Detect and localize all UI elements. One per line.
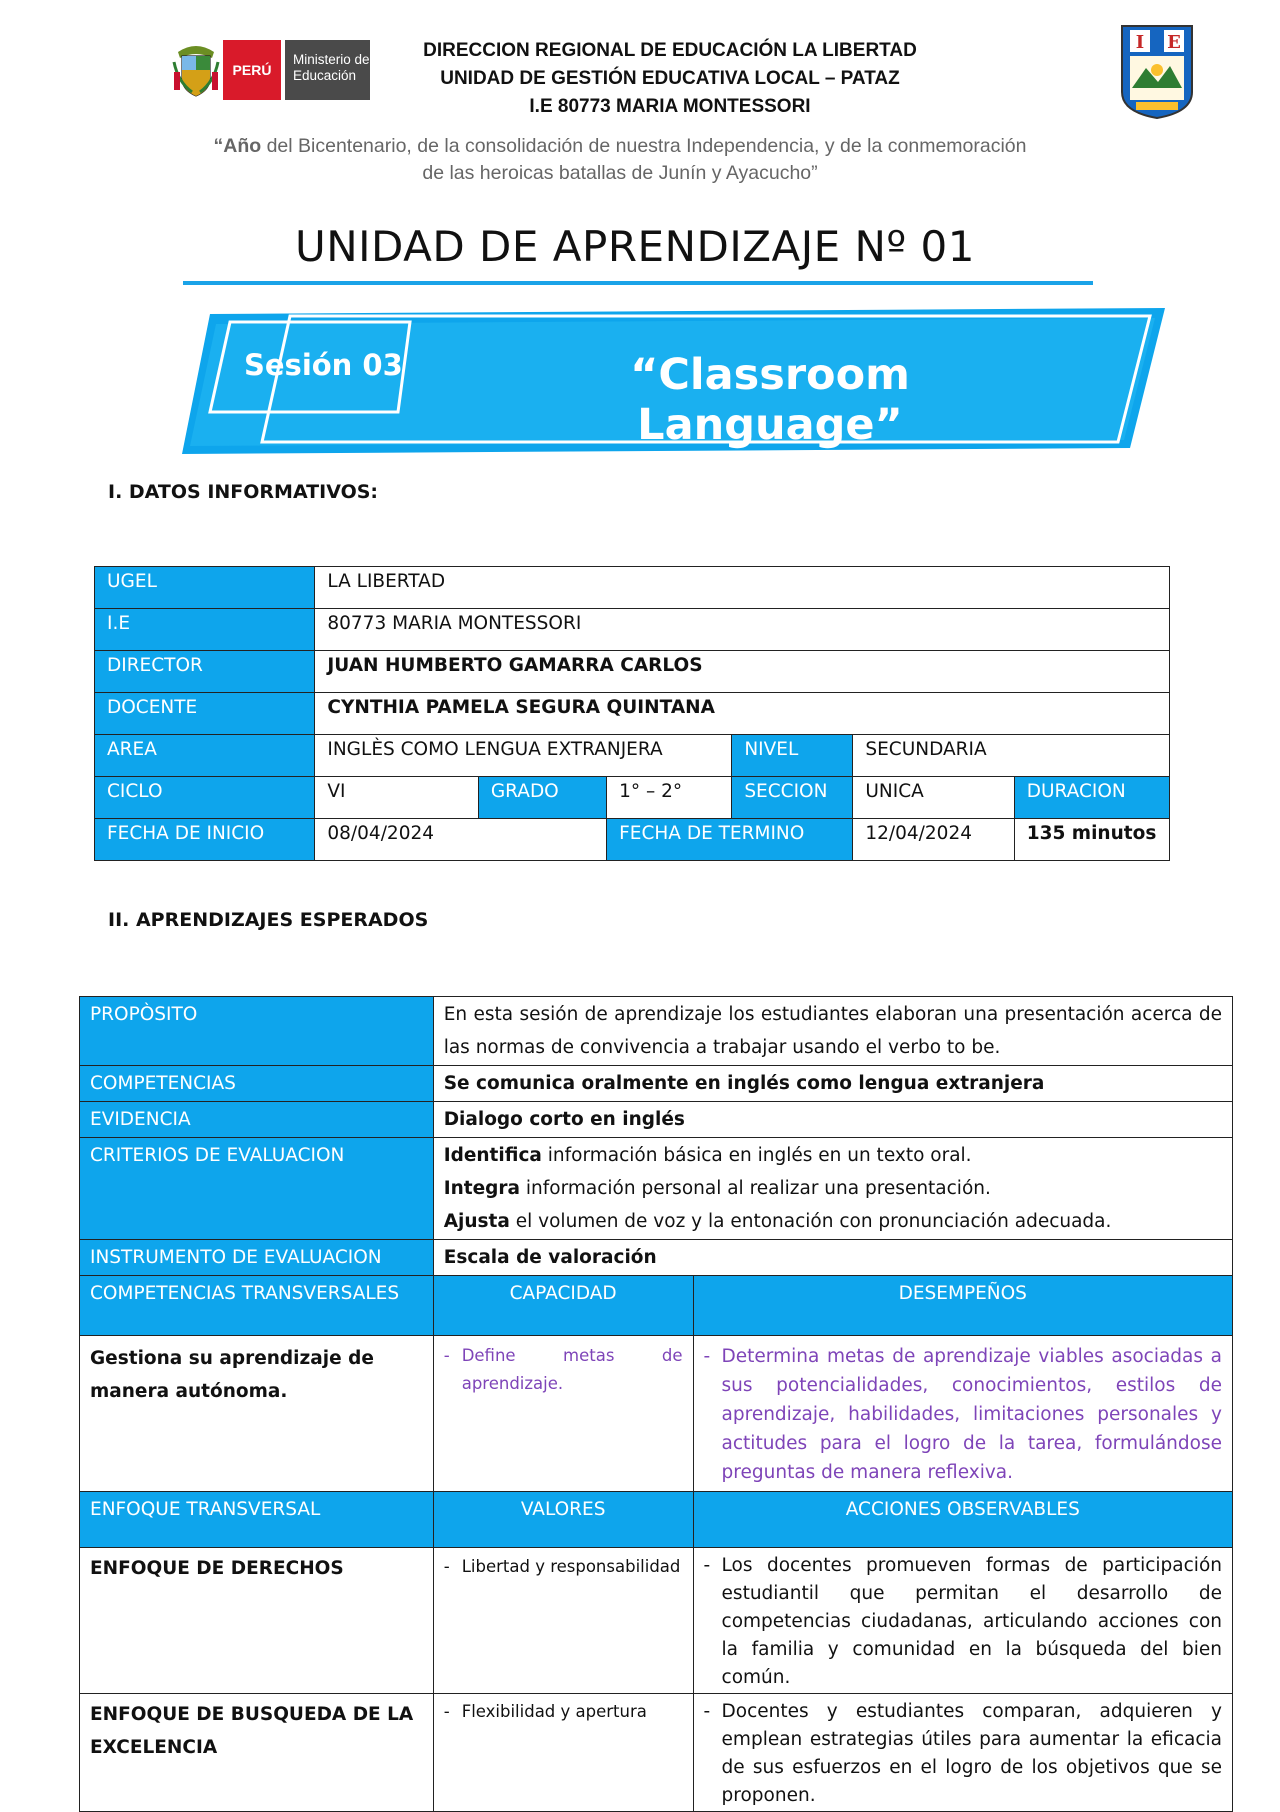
capacidad-cell <box>433 1336 693 1492</box>
accion-item <box>704 1698 1222 1810</box>
criterio-item <box>444 1172 1222 1205</box>
aprendizajes-table <box>79 996 1233 1812</box>
dash-bullet: - <box>703 1701 711 1722</box>
dash-bullet: - <box>443 1702 450 1721</box>
criterio-verb: Ajusta <box>443 1211 510 1232</box>
section-aprendizajes-heading: II. APRENDIZAJES ESPERADOS <box>108 909 429 931</box>
table-row <box>95 819 1170 861</box>
table-row <box>80 1240 1233 1276</box>
section-datos-heading: I. DATOS INFORMATIVOS: <box>108 481 379 503</box>
docente-label: DOCENTE <box>95 693 315 735</box>
duracion-value: 135 minutos <box>1014 819 1169 861</box>
table-row <box>95 777 1170 819</box>
table-row <box>80 1102 1233 1138</box>
instrumento-label: INSTRUMENTO DE EVALUACION <box>80 1240 434 1276</box>
minedu-logo <box>223 40 376 100</box>
grado-label: GRADO <box>478 777 606 819</box>
instrumento-value: Escala de valoración <box>433 1240 1232 1276</box>
accion-cell <box>693 1694 1232 1812</box>
dash-bullet: - <box>703 1346 711 1367</box>
director-value: JUAN HUMBERTO GAMARRA CARLOS <box>315 651 1170 693</box>
header-line-3: I.E 80773 MARIA MONTESSORI <box>529 96 811 117</box>
accion-text: Docentes y estudiantes comparan, adquieren y emplean estrategias útiles para aumentar la eficacia de sus esfuerzos en el logro de los objetivos que se proponen. <box>721 1701 1222 1806</box>
acciones-header: ACCIONES OBSERVABLES <box>693 1492 1232 1548</box>
desempeno-text: Determina metas de aprendizaje viables asociadas a sus potencialidades, conocimientos, estilos de aprendizaje, habilidades, limitaciones personales y actitudes para el logro de la tarea, formulándose preguntas de manera reflexiva. <box>721 1346 1222 1483</box>
ie-label: I.E <box>95 609 315 651</box>
table-row <box>95 609 1170 651</box>
inicio-value: 08/04/2024 <box>315 819 607 861</box>
valor-item <box>444 1698 683 1726</box>
session-number: Sesión 03 <box>244 348 403 382</box>
valores-header: VALORES <box>433 1492 693 1548</box>
criterio-text: información básica en inglés en un texto oral. <box>541 1145 972 1166</box>
school-crest-icon <box>1118 22 1196 120</box>
title-underline <box>183 281 1093 285</box>
year-motto-rest: del Bicentenario, de la consolidación de nuestra Independencia, y de la conmemoración de las heroicas batallas de Junín y Ayacucho” <box>261 135 1027 184</box>
dash-bullet: - <box>443 1557 450 1576</box>
termino-value: 12/04/2024 <box>853 819 1014 861</box>
table-row <box>80 1066 1233 1102</box>
area-value: INGLÈS COMO LENGUA EXTRANJERA <box>315 735 732 777</box>
capacidad-text: Define metas de aprendizaje. <box>461 1346 683 1393</box>
table-row <box>95 651 1170 693</box>
table-row <box>95 567 1170 609</box>
competencias-value: Se comunica oralmente en inglés como lengua extranjera <box>433 1066 1232 1102</box>
crest-letter-i: I <box>1135 32 1145 53</box>
table-row <box>80 1548 1233 1694</box>
ugel-value: LA LIBERTAD <box>315 567 1170 609</box>
peru-escudo-icon <box>172 42 220 98</box>
table-row <box>80 1694 1233 1812</box>
evidencia-label: EVIDENCIA <box>80 1102 434 1138</box>
competencias-label: COMPETENCIAS <box>80 1066 434 1102</box>
nivel-value: SECUNDARIA <box>853 735 1170 777</box>
valor-text: Libertad y responsabilidad <box>461 1557 681 1576</box>
ministry-logo-label: Ministerio de Educación <box>285 40 370 100</box>
accion-text: Los docentes promueven formas de participación estudiantil que permitan el desarrollo de competencias ciudadanas, articulando acciones con la familia y comunidad en la búsqueda del bien común. <box>721 1555 1222 1688</box>
transversales-label: COMPETENCIAS TRANSVERSALES <box>80 1276 434 1336</box>
inicio-label: FECHA DE INICIO <box>95 819 315 861</box>
ugel-label: UGEL <box>95 567 315 609</box>
dash-bullet: - <box>443 1346 450 1365</box>
header-line-1: DIRECCION REGIONAL DE EDUCACIÓN LA LIBERTAD <box>423 40 917 61</box>
table-row <box>95 735 1170 777</box>
ciclo-value: VI <box>315 777 478 819</box>
proposito-value: En esta sesión de aprendizaje los estudiantes elaboran una presentación acerca de las normas de convivencia a trabajar usando el verbo to be. <box>433 997 1232 1066</box>
enfoque-label: ENFOQUE TRANSVERSAL <box>80 1492 434 1548</box>
peru-logo-label: PERÚ <box>223 40 281 100</box>
table-row <box>80 1138 1233 1240</box>
ie-value: 80773 MARIA MONTESSORI <box>315 609 1170 651</box>
valor-item <box>444 1552 683 1582</box>
transversal-competencia: Gestiona su aprendizaje de manera autónoma. <box>80 1336 434 1492</box>
valor-cell <box>433 1548 693 1694</box>
capacidad-item <box>444 1342 683 1398</box>
desempeno-cell <box>693 1336 1232 1492</box>
criterio-item <box>444 1205 1222 1238</box>
duracion-label: DURACION <box>1014 777 1169 819</box>
criterio-verb: Integra <box>443 1178 520 1199</box>
director-label: DIRECTOR <box>95 651 315 693</box>
evidencia-value: Dialogo corto en inglés <box>433 1102 1232 1138</box>
table-row <box>80 997 1233 1066</box>
criterio-verb: Identifica <box>443 1145 542 1166</box>
termino-label: FECHA DE TERMINO <box>607 819 853 861</box>
criterio-text: el volumen de voz y la entonación con pronunciación adecuada. <box>509 1211 1112 1232</box>
enfoque-name: ENFOQUE DE DERECHOS <box>80 1548 434 1694</box>
grado-value: 1° – 2° <box>607 777 732 819</box>
criterio-item <box>444 1139 1222 1172</box>
enfoque-name: ENFOQUE DE BUSQUEDA DE LA EXCELENCIA <box>80 1694 434 1812</box>
criterios-label: CRITERIOS DE EVALUACION <box>80 1138 434 1240</box>
criterio-text: información personal al realizar una presentación. <box>520 1178 991 1199</box>
session-title: “Classroom Language” <box>630 350 910 450</box>
unit-title: UNIDAD DE APRENDIZAJE Nº 01 <box>294 222 975 271</box>
table-row <box>80 1492 1233 1548</box>
desempeno-item <box>704 1342 1222 1487</box>
datos-table <box>94 566 1170 861</box>
desempenos-header: DESEMPEÑOS <box>693 1276 1232 1336</box>
area-label: AREA <box>95 735 315 777</box>
valor-text: Flexibilidad y apertura <box>461 1702 647 1721</box>
year-motto <box>200 133 1040 187</box>
capacidad-header: CAPACIDAD <box>433 1276 693 1336</box>
ciclo-label: CICLO <box>95 777 315 819</box>
proposito-label: PROPÒSITO <box>80 997 434 1066</box>
nivel-label: NIVEL <box>732 735 853 777</box>
accion-cell <box>693 1548 1232 1694</box>
dash-bullet: - <box>703 1555 711 1576</box>
seccion-label: SECCION <box>732 777 853 819</box>
year-motto-bold: “Año <box>213 135 262 157</box>
table-row <box>80 1276 1233 1336</box>
table-row <box>95 693 1170 735</box>
table-row <box>80 1336 1233 1492</box>
accion-item <box>704 1552 1222 1692</box>
valor-cell <box>433 1694 693 1812</box>
criterios-value <box>433 1138 1232 1240</box>
header-line-2: UNIDAD DE GESTIÓN EDUCATIVA LOCAL – PATAZ <box>440 68 900 89</box>
crest-letter-e: E <box>1167 32 1181 53</box>
seccion-value: UNICA <box>853 777 1014 819</box>
docente-value: CYNTHIA PAMELA SEGURA QUINTANA <box>315 693 1170 735</box>
